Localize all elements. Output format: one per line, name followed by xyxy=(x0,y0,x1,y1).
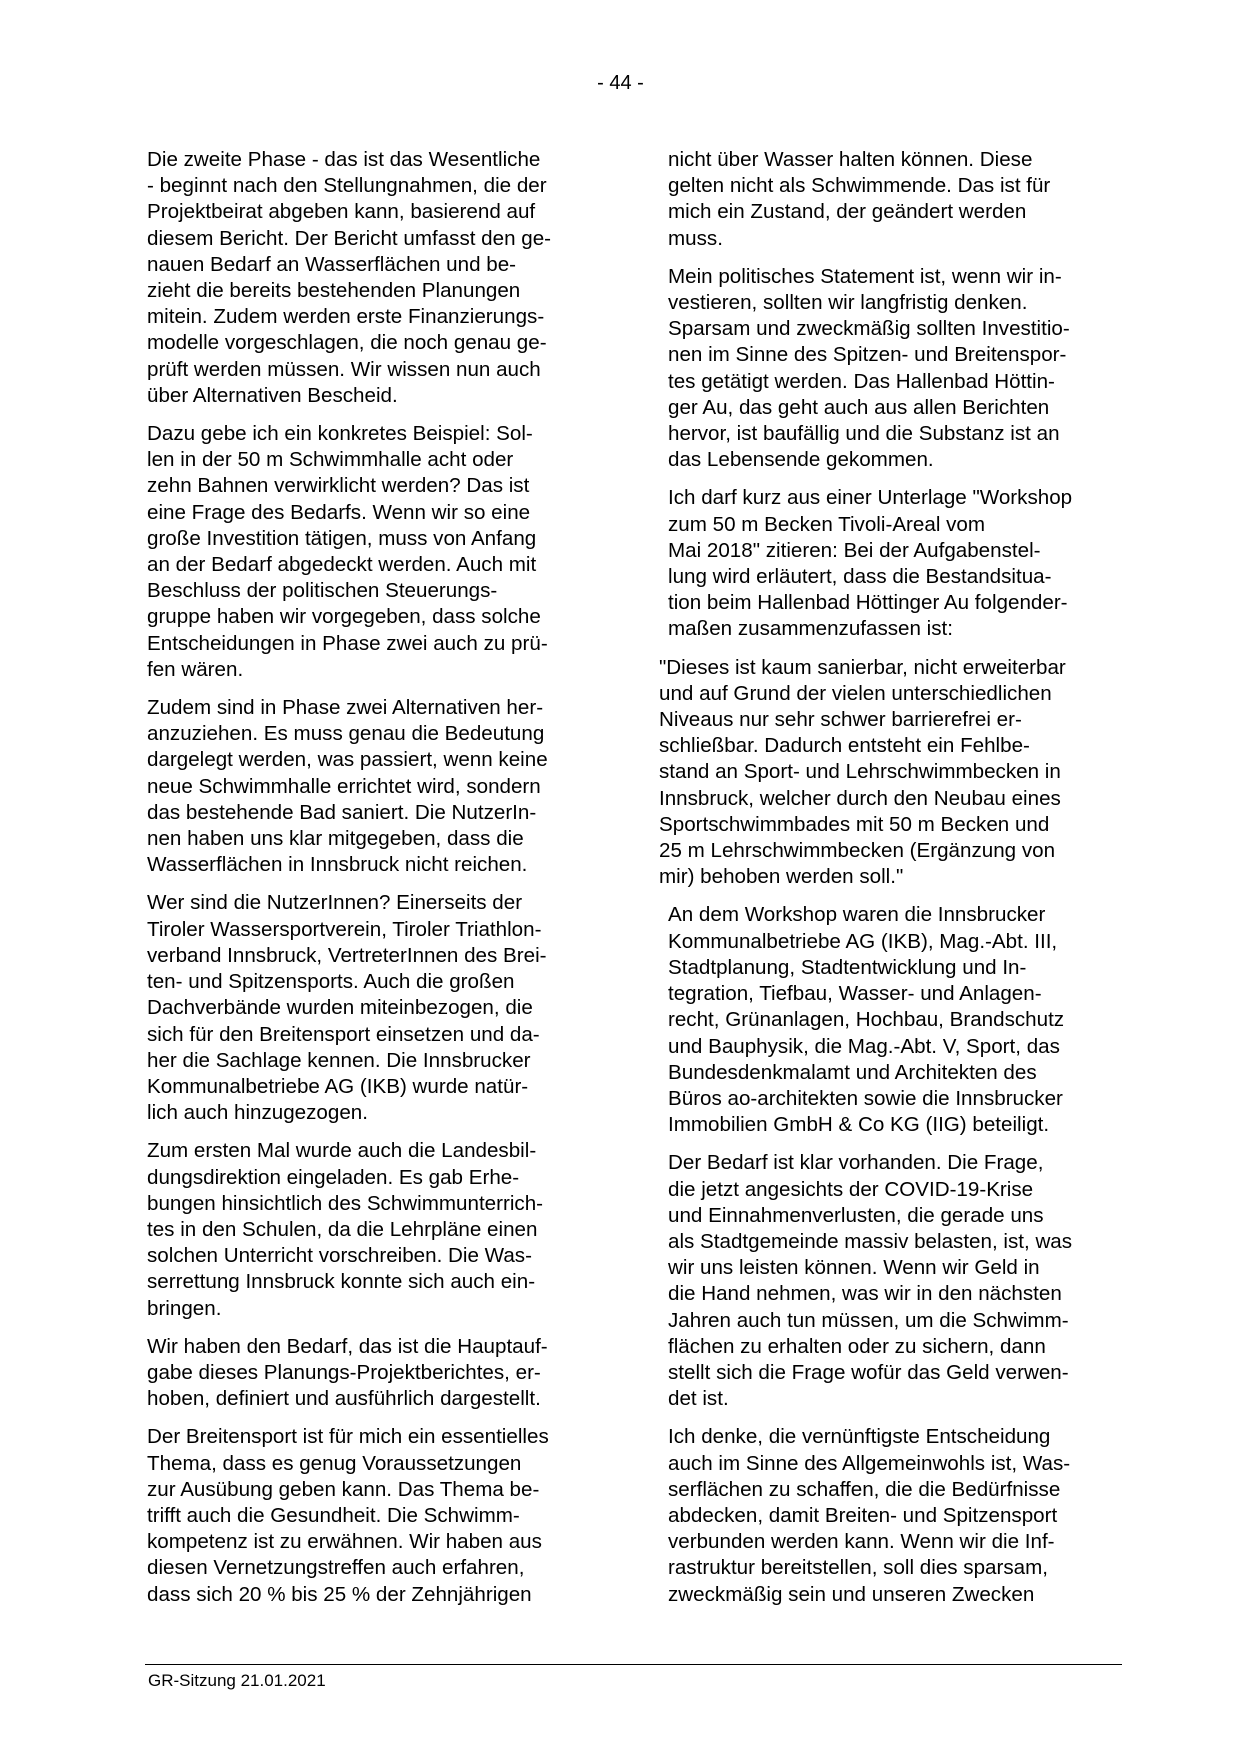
text-line: ten- und Spitzensports. Auch die großen xyxy=(147,970,515,994)
text-line: schließbar. Dadurch entsteht ein Fehlbe- xyxy=(659,734,1030,758)
text-line: Ich denke, die vernünftigste Entscheidung xyxy=(668,1425,1051,1449)
text-line: Stadtplanung, Stadtentwicklung und In- xyxy=(668,955,1027,979)
text-line: det ist. xyxy=(668,1387,729,1411)
text-line: bringen. xyxy=(147,1296,222,1320)
paragraph xyxy=(668,147,1116,252)
text-line: her die Sachlage kennen. Die Innsbrucker xyxy=(147,1048,531,1072)
text-line: gelten nicht als Schwimmende. Das ist für xyxy=(668,174,1051,198)
text-line: die Hand nehmen, was wir in den nächsten xyxy=(668,1282,1062,1306)
text-line: tes getätigt werden. Das Hallenbad Höttin- xyxy=(668,369,1055,393)
footer-divider xyxy=(145,1664,1122,1665)
text-line: rastruktur bereitstellen, soll dies sparsam, xyxy=(668,1556,1048,1580)
paragraph xyxy=(668,485,1116,642)
page-number: - 44 - xyxy=(597,72,644,94)
quoted-paragraph xyxy=(659,655,1116,891)
text-line: Projektbeirat abgeben kann, basierend auf xyxy=(147,200,536,224)
text-line: das bestehende Bad saniert. Die NutzerIn- xyxy=(147,800,537,824)
text-line: gruppe haben wir vorgegeben, dass solche xyxy=(147,605,541,629)
text-line: Zum ersten Mal wurde auch die Landesbil- xyxy=(147,1139,537,1163)
text-line: stand an Sport- und Lehrschwimmbecken in xyxy=(659,760,1061,784)
text-line: und Bauphysik, die Mag.-Abt. V, Sport, das xyxy=(668,1034,1060,1058)
text-line: kompetenz ist zu erwähnen. Wir haben aus xyxy=(147,1530,542,1554)
text-line: recht, Grünanlagen, Hochbau, Brandschutz xyxy=(668,1008,1065,1032)
text-line: Wasserflächen in Innsbruck nicht reichen. xyxy=(147,853,528,877)
paragraph xyxy=(668,902,1116,1138)
left-column xyxy=(147,147,595,1620)
text-line: neue Schwimmhalle errichtet wird, sondern xyxy=(147,774,541,798)
text-line: modelle vorgeschlagen, die noch genau ge- xyxy=(147,331,547,355)
text-line: Beschluss der politischen Steuerungs- xyxy=(147,579,498,603)
paragraph xyxy=(147,695,595,878)
text-line: eine Frage des Bedarfs. Wenn wir so eine xyxy=(147,500,531,524)
text-line: Ich darf kurz aus einer Unterlage "Workshop xyxy=(668,486,1073,510)
text-line: lich auch hinzugezogen. xyxy=(147,1101,368,1125)
text-line: mir) behoben werden soll." xyxy=(659,865,904,889)
text-line: trifft auch die Gesundheit. Die Schwimm- xyxy=(147,1503,520,1527)
text-line: Immobilien GmbH & Co KG (IIG) beteiligt. xyxy=(668,1113,1050,1137)
text-line: verbunden werden kann. Wenn wir die Inf- xyxy=(668,1530,1055,1554)
text-line: Thema, dass es genug Voraussetzungen xyxy=(147,1451,522,1475)
text-line: und auf Grund der vielen unterschiedlichen xyxy=(659,681,1052,705)
text-line: nen im Sinne des Spitzen- und Breitenspor- xyxy=(668,343,1067,367)
footer-session-date: GR-Sitzung 21.01.2021 xyxy=(148,1671,326,1690)
text-line: dargelegt werden, was passiert, wenn keine xyxy=(147,748,548,772)
text-line: auch im Sinne des Allgemeinwohls ist, Was- xyxy=(668,1451,1071,1475)
text-line: hoben, definiert und ausführlich dargestellt. xyxy=(147,1387,541,1411)
text-line: bungen hinsichtlich des Schwimmunterrich- xyxy=(147,1191,544,1215)
text-line: wir uns leisten können. Wenn wir Geld in xyxy=(668,1256,1040,1280)
text-line: ger Au, das geht auch aus allen Berichten xyxy=(668,395,1050,419)
text-line: nauen Bedarf an Wasserflächen und be- xyxy=(147,252,517,276)
text-line: lung wird erläutert, dass die Bestandsitua- xyxy=(668,565,1052,589)
text-line: fen wären. xyxy=(147,657,244,681)
text-line: zehn Bahnen verwirklicht werden? Das ist xyxy=(147,474,530,498)
text-line: Büros ao-architekten sowie die Innsbrucker xyxy=(668,1086,1063,1110)
text-line: und Einnahmenverlusten, die gerade uns xyxy=(668,1203,1044,1227)
text-line: tion beim Hallenbad Höttinger Au folgender- xyxy=(668,591,1068,615)
text-line: prüft werden müssen. Wir wissen nun auch xyxy=(147,357,541,381)
text-line: tes in den Schulen, da die Lehrpläne einen xyxy=(147,1217,538,1241)
text-line: zum 50 m Becken Tivoli-Areal vom xyxy=(668,512,986,536)
text-line: muss. xyxy=(668,226,723,250)
text-line: Dazu gebe ich ein konkretes Beispiel: Sol- xyxy=(147,422,533,446)
text-line: anzuziehen. Es muss genau die Bedeutung xyxy=(147,722,545,746)
paragraph xyxy=(147,147,595,409)
paragraph xyxy=(147,421,595,683)
text-line: Entscheidungen in Phase zwei auch zu prü- xyxy=(147,631,548,655)
text-line: serrettung Innsbruck konnte sich auch ein- xyxy=(147,1270,536,1294)
text-line: diesen Vernetzungstreffen auch erfahren, xyxy=(147,1556,525,1580)
text-line: maßen zusammenzufassen ist: xyxy=(668,617,953,641)
text-line: Tiroler Wassersportverein, Tiroler Triathlon- xyxy=(147,917,542,941)
text-line: solchen Unterricht vorschreiben. Die Was- xyxy=(147,1244,532,1268)
text-line: An dem Workshop waren die Innsbrucker xyxy=(668,903,1046,927)
text-line: dungsdirektion eingeladen. Es gab Erhe- xyxy=(147,1165,520,1189)
text-line: mich ein Zustand, der geändert werden xyxy=(668,200,1027,224)
text-line: stellt sich die Frage wofür das Geld verwen- xyxy=(668,1360,1069,1384)
text-line: Der Bedarf ist klar vorhanden. Die Frage, xyxy=(668,1151,1044,1175)
text-line: Kommunalbetriebe AG (IKB), Mag.-Abt. III, xyxy=(668,929,1058,953)
text-line: als Stadtgemeinde massiv belasten, ist, was xyxy=(668,1229,1073,1253)
text-line: Sparsam und zweckmäßig sollten Investitio- xyxy=(668,317,1070,341)
text-line: diesem Bericht. Der Bericht umfasst den ge- xyxy=(147,226,552,250)
text-line: Wir haben den Bedarf, das ist die Hauptauf- xyxy=(147,1334,548,1358)
text-line: sich für den Breitensport einsetzen und da- xyxy=(147,1022,540,1046)
paragraph xyxy=(147,1424,595,1607)
text-line: nicht über Wasser halten können. Diese xyxy=(668,148,1033,171)
text-line: nen haben uns klar mitgegeben, dass die xyxy=(147,827,524,851)
text-line: die jetzt angesichts der COVID-19-Krise xyxy=(668,1177,1034,1201)
text-line: Dachverbände wurden miteinbezogen, die xyxy=(147,996,533,1020)
text-line: Niveaus nur sehr schwer barrierefrei er- xyxy=(659,708,1022,732)
text-line: vestieren, sollten wir langfristig denken. xyxy=(668,291,1028,315)
text-line: serflächen zu schaffen, die die Bedürfnisse xyxy=(668,1477,1061,1501)
text-line: das Lebensende gekommen. xyxy=(668,448,934,472)
text-line: an der Bedarf abgedeckt werden. Auch mit xyxy=(147,553,537,577)
text-line: Kommunalbetriebe AG (IKB) wurde natür- xyxy=(147,1074,529,1098)
text-line: dass sich 20 % bis 25 % der Zehnjährigen xyxy=(147,1582,532,1606)
text-line: abdecken, damit Breiten- und Spitzensport xyxy=(668,1503,1058,1527)
text-line: über Alternativen Bescheid. xyxy=(147,383,398,407)
text-line: Zudem sind in Phase zwei Alternativen her- xyxy=(147,696,544,720)
paragraph xyxy=(668,1424,1116,1607)
paragraph xyxy=(147,1138,595,1321)
text-line: "Dieses ist kaum sanierbar, nicht erweiterbar xyxy=(659,655,1066,679)
text-line: Mai 2018" zitieren: Bei der Aufgabenstel- xyxy=(668,538,1041,562)
text-line: len in der 50 m Schwimmhalle acht oder xyxy=(147,448,514,472)
text-line: Mein politisches Statement ist, wenn wir in- xyxy=(668,264,1062,288)
paragraph xyxy=(668,1150,1116,1412)
text-line: Innsbruck, welcher durch den Neubau eines xyxy=(659,786,1061,810)
paragraph xyxy=(668,264,1116,474)
text-line: flächen zu erhalten oder zu sichern, dann xyxy=(668,1334,1046,1358)
text-line: zur Ausübung geben kann. Das Thema be- xyxy=(147,1477,540,1501)
paragraph xyxy=(147,890,595,1126)
text-line: zweckmäßig sein und unseren Zwecken xyxy=(668,1582,1035,1606)
text-line: hervor, ist baufällig und die Substanz ist an xyxy=(668,422,1060,446)
text-line: Sportschwimmbades mit 50 m Becken und xyxy=(659,812,1050,836)
text-line: Wer sind die NutzerInnen? Einerseits der xyxy=(147,891,523,915)
text-line: Bundesdenkmalamt und Architekten des xyxy=(668,1060,1037,1084)
text-line: tegration, Tiefbau, Wasser- und Anlagen- xyxy=(668,982,1042,1006)
text-line: zieht die bereits bestehenden Planungen xyxy=(147,279,521,303)
text-line: gabe dieses Planungs-Projektberichtes, er- xyxy=(147,1360,541,1384)
paragraph xyxy=(147,1334,595,1413)
right-column xyxy=(659,147,1116,1620)
text-line: mitein. Zudem werden erste Finanzierungs- xyxy=(147,305,545,329)
text-line: verband Innsbruck, VertreterInnen des Brei- xyxy=(147,943,547,967)
text-line: große Investition tätigen, muss von Anfang xyxy=(147,526,537,550)
text-line: 25 m Lehrschwimmbecken (Ergänzung von xyxy=(659,839,1056,863)
text-line: - beginnt nach den Stellungnahmen, die der xyxy=(147,174,547,198)
text-line: Die zweite Phase - das ist das Wesentliche xyxy=(147,148,541,171)
text-line: Der Breitensport ist für mich ein essentielles xyxy=(147,1425,549,1449)
text-line: Jahren auch tun müssen, um die Schwimm- xyxy=(668,1308,1069,1332)
